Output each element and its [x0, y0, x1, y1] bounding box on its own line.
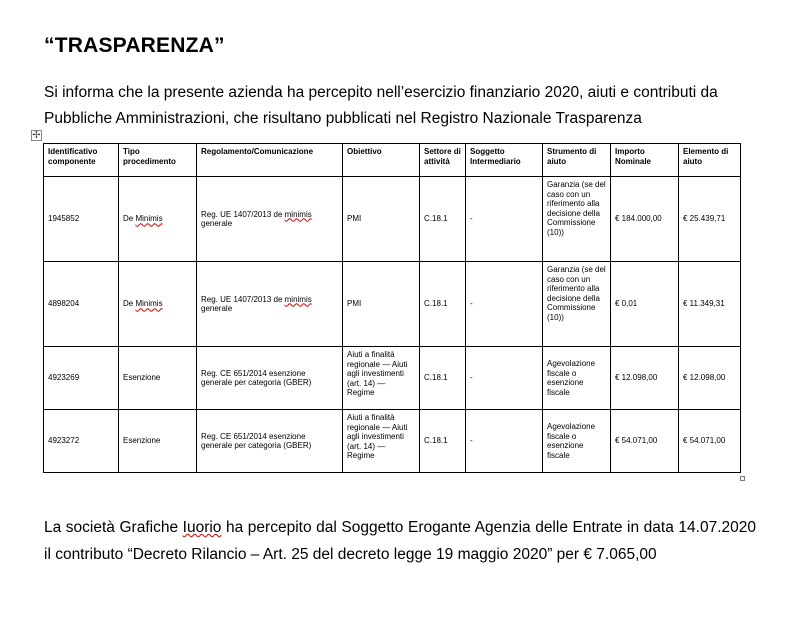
- header-importo: Importo Nominale: [611, 144, 679, 177]
- cell-obiettivo: PMI: [343, 177, 420, 262]
- cell-obiettivo: [343, 347, 420, 410]
- cell-settore: C.18.1: [420, 262, 466, 347]
- cell-intermediario: -: [466, 262, 543, 347]
- table-row: [44, 262, 741, 347]
- cell-settore: C.18.1: [420, 177, 466, 262]
- cell-regolamento: Reg. UE 1407/2013 de minimis generale: [197, 262, 343, 347]
- cell-regolamento: Reg. UE 1407/2013 de minimis generale: [197, 177, 343, 262]
- header-regolamento: Regolamento/Comunicazione: [197, 144, 343, 177]
- table-header-row: [44, 144, 741, 177]
- intro-paragraph: Si informa che la presente azienda ha percepito nell’esercizio finanziario 2020, aiuti e contributi da Pubbliche Amministrazioni, che risultano pubblicati nel Registro Nazionale Trasparenza: [44, 84, 718, 127]
- cell-id: 4923269: [44, 347, 119, 410]
- header-obiettivo: Obiettivo: [343, 144, 420, 177]
- document-title: “TRASPARENZA”: [44, 34, 225, 57]
- cell-strumento: Agevolazione fiscale o esenzione fiscale: [543, 410, 611, 473]
- cell-tipo: Esenzione: [119, 347, 197, 410]
- cell-importo: € 12.098,00: [611, 347, 679, 410]
- cell-regolamento: Reg. CE 651/2014 esenzione generale per categoria (GBER): [197, 347, 343, 410]
- header-tipo: Tipo procedimento: [119, 144, 197, 177]
- cell-obiettivo-text: Aiuti a finalità regionale — Aiuti agli investimenti (art. 14) — Regime: [347, 413, 408, 460]
- cell-importo: € 184.000,00: [611, 177, 679, 262]
- header-strumento: Strumento di aiuto: [543, 144, 611, 177]
- cell-tipo: Esenzione: [119, 410, 197, 473]
- cell-tipo: De Minimis: [119, 177, 197, 262]
- table-row: [44, 410, 741, 473]
- cell-obiettivo: PMI: [343, 262, 420, 347]
- table-move-handle-icon[interactable]: ✢: [32, 130, 41, 141]
- cell-importo: € 0,01: [611, 262, 679, 347]
- cell-obiettivo-text: Aiuti a finalità regionale — Aiuti agli investimenti (art. 14) — Regime: [347, 350, 408, 397]
- cell-strumento: Garanzia (se del caso con un riferimento alla decisione della Commissione (10)): [543, 177, 611, 262]
- cell-strumento: Garanzia (se del caso con un riferimento alla decisione della Commissione (10)): [543, 262, 611, 347]
- cell-strumento: Agevolazione fiscale o esenzione fiscale: [543, 347, 611, 410]
- cell-id: 4923272: [44, 410, 119, 473]
- cell-intermediario: -: [466, 347, 543, 410]
- cell-id: 4898204: [44, 262, 119, 347]
- table-row: [44, 347, 741, 410]
- header-elemento: Elemento di aiuto: [679, 144, 741, 177]
- header-identificativo: Identificativo componente: [44, 144, 119, 177]
- cell-obiettivo: [343, 410, 420, 473]
- header-intermediario: Soggetto Intermediario: [466, 144, 543, 177]
- header-settore: Settore di attività: [420, 144, 466, 177]
- cell-intermediario: -: [466, 177, 543, 262]
- cell-settore: C.18.1: [420, 410, 466, 473]
- cell-id: 1945852: [44, 177, 119, 262]
- cell-elemento: € 25.439,71: [679, 177, 741, 262]
- cell-importo: € 54.071,00: [611, 410, 679, 473]
- cell-tipo: De Minimis: [119, 262, 197, 347]
- cell-elemento: € 11.349,31: [679, 262, 741, 347]
- cell-regolamento: Reg. CE 651/2014 esenzione generale per categoria (GBER): [197, 410, 343, 473]
- cell-settore: C.18.1: [420, 347, 466, 410]
- table-resize-handle[interactable]: [740, 476, 745, 481]
- cell-elemento: € 54.071,00: [679, 410, 741, 473]
- aid-table: [43, 143, 741, 473]
- closing-paragraph: La società Grafiche Iuorio ha percepito dal Soggetto Erogante Agenzia delle Entrate in data 14.07.2020 il contributo “Decreto Rilancio – Art. 25 del decreto legge 19 maggio 2020” per € 7.065,00: [44, 519, 756, 563]
- table-row: [44, 177, 741, 262]
- cell-intermediario: -: [466, 410, 543, 473]
- cell-elemento: € 12.098,00: [679, 347, 741, 410]
